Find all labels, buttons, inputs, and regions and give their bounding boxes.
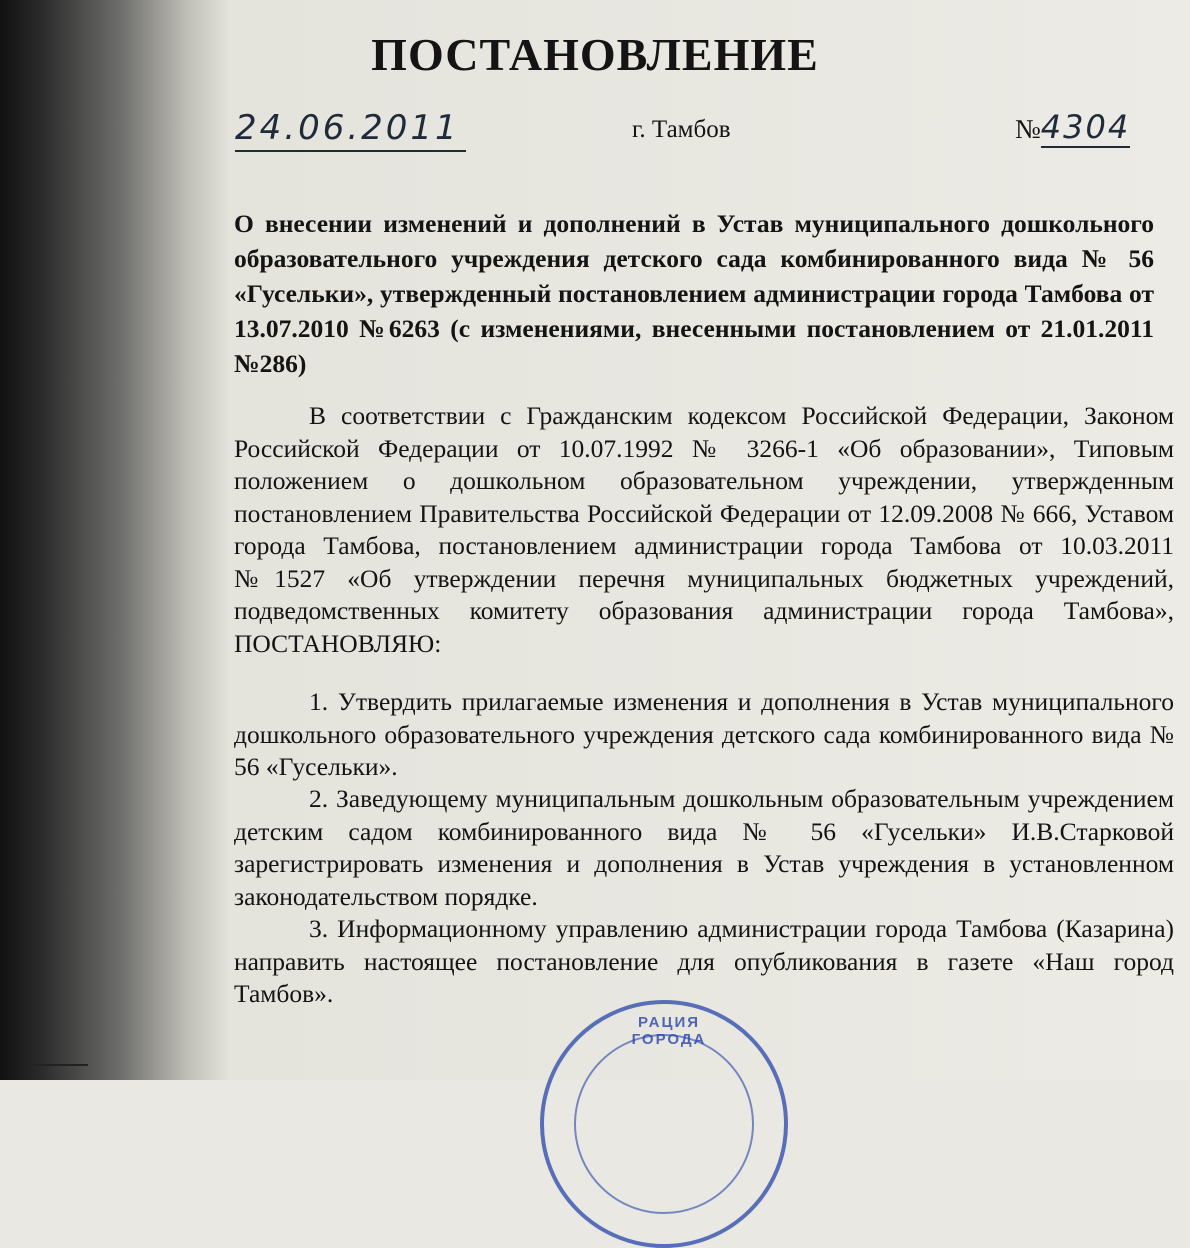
document-subject: О внесении изменений и дополнений в Устав муниципального дошкольного образовательного учреждения детского сада комбинированного вида № 56 «Гусельки», утвержденный постановлением администрации города Тамбова от 13.07.2010 №6263 (с изменениями, внесенными постановлением от 21.01.2011 №286) — [234, 209, 1154, 378]
document-city: г. Тамбов — [632, 116, 731, 143]
document-number — [1015, 108, 1130, 146]
document-title: ПОСТАНОВЛЕНИЕ — [371, 29, 819, 80]
official-stamp — [540, 1000, 788, 1248]
clause-2: 2. Заведующему муниципальным дошкольным образовательным учреждением детским садом комбинированного вида № 56 «Гусельки» И.В.Старковой зарегистрировать изменения и дополнения в Устав учреждения в установленном законодательством порядке. — [234, 784, 1174, 911]
clause-1: 1. Утвердить прилагаемые изменения и дополнения в Устав муниципального дошкольного образовательного учреждения детского сада комбинированного вида № 56 «Гусельки». — [234, 687, 1174, 781]
number-handwritten: 4304 — [1040, 108, 1131, 146]
stamp-inner-ring — [574, 1034, 754, 1214]
margin-mark — [28, 1064, 88, 1066]
stamp-text: РАЦИЯ ГОРОДА — [631, 1014, 707, 1048]
number-prefix: № — [1015, 114, 1041, 144]
document-date: 24.06.2011 — [235, 108, 466, 152]
preamble-paragraph: В соответствии с Гражданским кодексом Российской Федерации, Законом Российской Федерации от 10.07.1992 № 3266-1 «Об образовании», Типовым положением о дошкольном образовательном учреждении, утвержденным постановлением Правительства Российской Федерации от 12.09.2008 № 666, Уставом города Тамбова, постановлением администрации города Тамбова от 10.03.2011 №1527 «Об утверждении перечня муниципальных бюджетных учреждений, подведомственных комитету образования администрации города Тамбова», ПОСТАНОВЛЯЮ: — [234, 401, 1174, 658]
clause-3: 3. Информационному управлению администрации города Тамбова (Казарина) направить настоящее постановление для опубликования в газете «Наш город Тамбов». — [234, 914, 1174, 1008]
